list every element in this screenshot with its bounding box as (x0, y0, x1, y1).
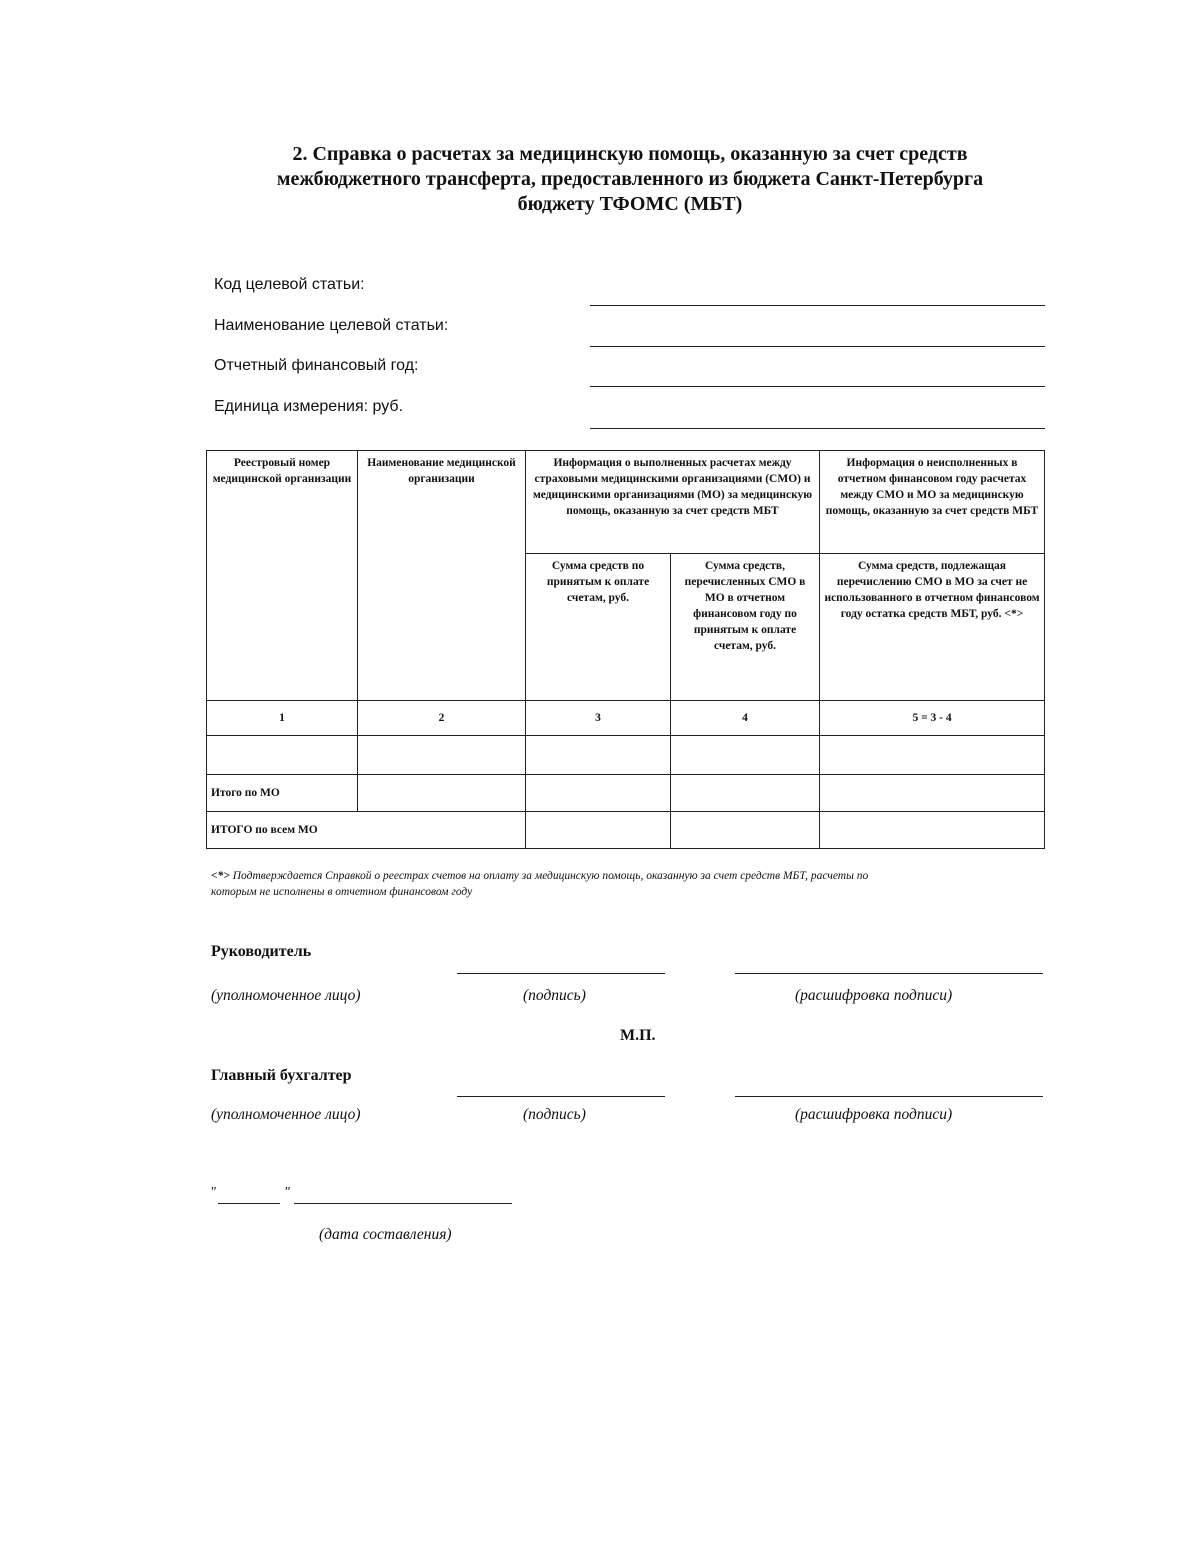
target-name-label: Наименование целевой статьи: (214, 317, 449, 334)
target-code-field[interactable] (590, 305, 1045, 306)
footnote (211, 868, 911, 900)
col-number: 5 = 3 - 4 (820, 701, 1045, 736)
fiscal-year-label: Отчетный финансовый год: (214, 357, 419, 374)
document-title (200, 142, 1060, 217)
unit-field[interactable] (590, 428, 1045, 429)
total-all-row (207, 812, 1045, 849)
head-signature-caption: (подпись) (523, 987, 586, 1004)
date-month-line[interactable] (294, 1203, 512, 1204)
table-cell[interactable] (820, 736, 1045, 775)
accountant-title: Главный бухгалтер (211, 1067, 352, 1084)
stamp-place: М.П. (620, 1027, 656, 1044)
unit-label: Единица измерения: руб. (214, 398, 404, 415)
table-cell[interactable] (526, 775, 671, 812)
head-decoding-caption: (расшифровка подписи) (795, 987, 953, 1004)
footnote-marker: <*> (211, 870, 230, 882)
table-cell[interactable] (671, 775, 820, 812)
accountant-decoding-line[interactable] (735, 1096, 1043, 1097)
group2-header: Информация о неисполненных в отчетном финансовом году расчетах между СМО и МО за медицинскую помощь, оказанную за счет средств МБТ (820, 451, 1045, 554)
col4-header: Сумма средств, перечисленных СМО в МО в отчетном финансовом году по принятым к оплате счетам, руб. (671, 554, 820, 701)
col3-header: Сумма средств по принятым к оплате счетам, руб. (526, 554, 671, 701)
head-decoding-line[interactable] (735, 973, 1043, 974)
head-title: Руководитель (211, 943, 312, 960)
header-row (207, 451, 1045, 554)
date-close-quote: " (284, 1185, 290, 1200)
title-line: бюджету ТФОМС (МБТ) (517, 193, 743, 215)
date-day-line[interactable] (218, 1203, 280, 1204)
col-number: 1 (207, 701, 358, 736)
date-open-quote: " (210, 1185, 216, 1200)
settlement-table (206, 450, 1045, 849)
col-number: 2 (358, 701, 526, 736)
col-number: 3 (526, 701, 671, 736)
column-numbers-row (207, 701, 1045, 736)
total-mo-label: Итого по МО (207, 775, 358, 812)
table-cell[interactable] (820, 812, 1045, 849)
accountant-signature-line[interactable] (457, 1096, 665, 1097)
accountant-decoding-caption: (расшифровка подписи) (795, 1106, 953, 1123)
table-cell[interactable] (820, 775, 1045, 812)
col2-header: Наименование медицинской организации (358, 451, 526, 701)
target-name-field[interactable] (590, 346, 1045, 347)
table-cell[interactable] (671, 812, 820, 849)
table-cell[interactable] (526, 812, 671, 849)
col5-header: Сумма средств, подлежащая перечислению СМО в МО за счет не использованного в отчетном финансовом году остатка средств МБТ, руб. <*> (820, 554, 1045, 701)
title-line: межбюджетного трансферта, предоставленного из бюджета Санкт-Петербурга (276, 168, 984, 190)
table-cell[interactable] (358, 736, 526, 775)
group1-header: Информация о выполненных расчетах между страховыми медицинскими организациями (СМО) и медицинскими организациями (МО) за медицинскую помощь, оказанную за счет средств МБТ (526, 451, 820, 554)
footnote-text: Подтверждается Справкой о реестрах счетов на оплату за медицинскую помощь, оказанную за счет средств МБТ, расчеты по которым не исполнены в отчетном финансовом году (211, 870, 869, 898)
accountant-authorized-caption: (уполномоченное лицо) (211, 1106, 361, 1123)
title-line: 2. Справка о расчетах за медицинскую помощь, оказанную за счет средств (292, 143, 968, 165)
table-cell[interactable] (671, 736, 820, 775)
fiscal-year-field[interactable] (590, 386, 1045, 387)
total-mo-row (207, 775, 1045, 812)
col-number: 4 (671, 701, 820, 736)
target-code-label: Код целевой статьи: (214, 276, 365, 293)
table-cell[interactable] (207, 736, 358, 775)
head-signature-line[interactable] (457, 973, 665, 974)
date-caption: (дата составления) (319, 1226, 452, 1243)
table-cell[interactable] (526, 736, 671, 775)
head-authorized-caption: (уполномоченное лицо) (211, 987, 361, 1004)
table-cell[interactable] (358, 775, 526, 812)
col1-header: Реестровый номер медицинской организации (207, 451, 358, 701)
accountant-signature-caption: (подпись) (523, 1106, 586, 1123)
total-all-label: ИТОГО по всем МО (207, 812, 526, 849)
data-row (207, 736, 1045, 775)
